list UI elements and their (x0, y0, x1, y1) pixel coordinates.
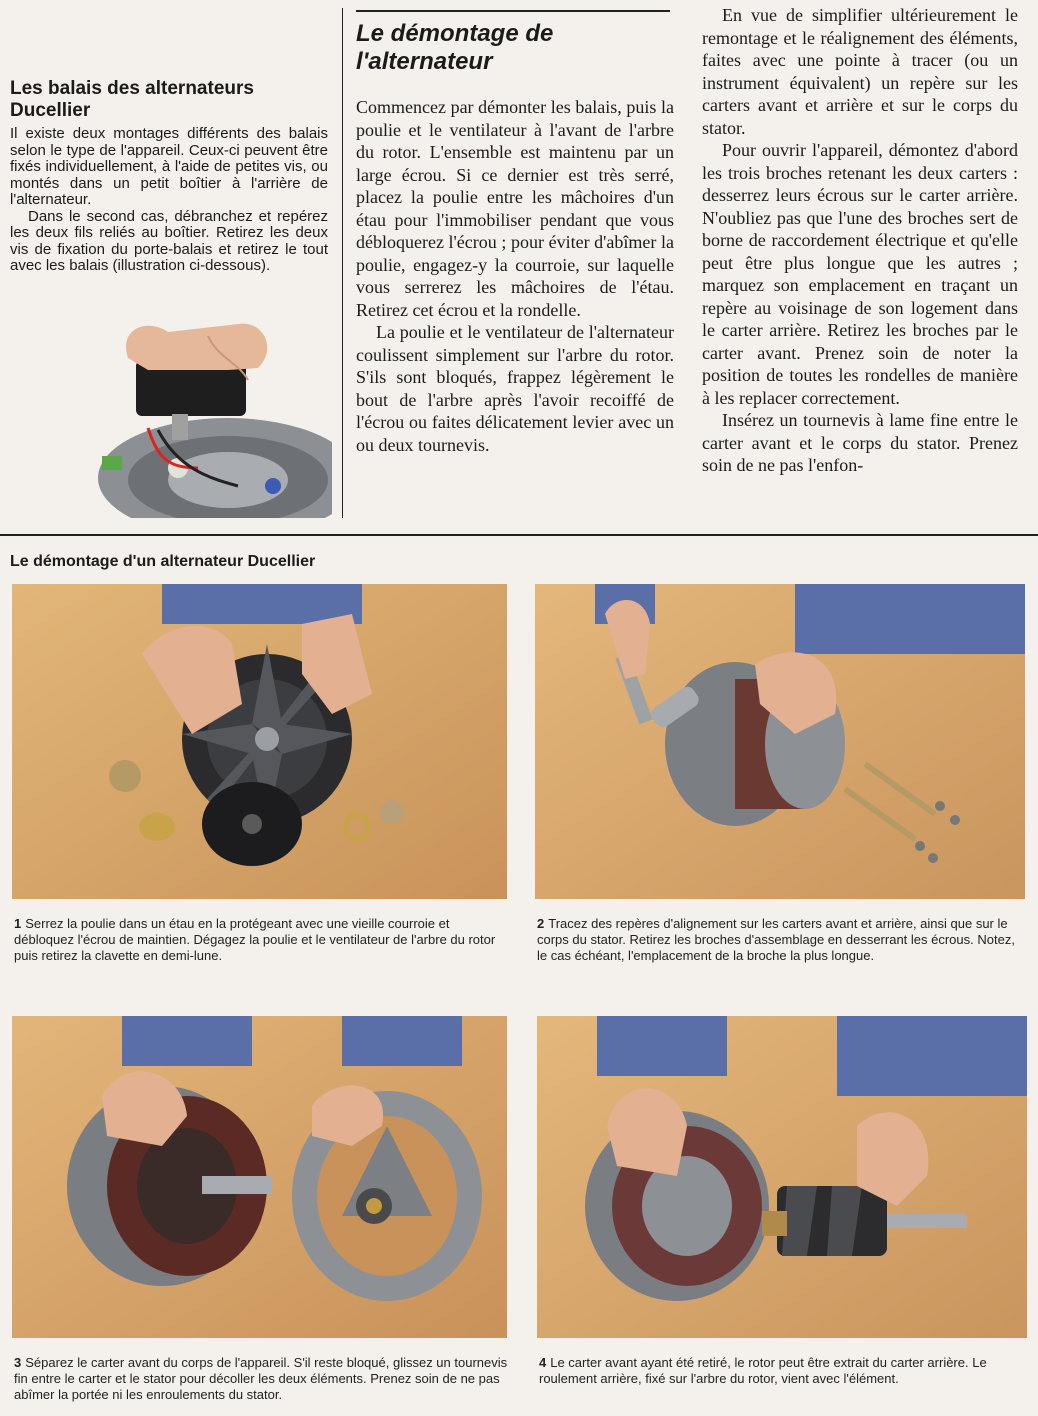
step-4-photo (537, 1016, 1027, 1338)
brush-holder-photo (88, 318, 332, 518)
article-column-1 (356, 96, 674, 456)
step-number: 4 (539, 1355, 547, 1370)
step-3-caption (14, 1355, 509, 1403)
article-paragraph: Insérez un tournevis à lame fine entre le carter avant et le corps du stator. Prenez soin de ne pas l'enfon- (702, 410, 1018, 475)
article-column-2 (702, 4, 1018, 477)
step-2-illustration (535, 584, 1025, 899)
step-4-caption (539, 1355, 1029, 1387)
step-1-caption (14, 916, 509, 964)
sidebar-title: Les balais des alternateurs Ducellier (10, 78, 254, 121)
brush-holder-illustration (88, 318, 332, 518)
section-divider (0, 534, 1038, 536)
step-2-caption (537, 916, 1025, 964)
step-2-photo (535, 584, 1025, 899)
step-4-illustration (537, 1016, 1027, 1338)
article-paragraph: Pour ouvrir l'appareil, démontez d'abord les trois broches retenant les deux carters : desserrez leurs écrous sur le carter arrière. N'oubliez pas que l'une des broches sert de borne de raccordement électrique et qu'elle peut être plus longue que les autres ; marquez son emplacement en traçant un repère au voisinage de son logement dans le carter arrière. Retirez les broches par le carter avant. Prenez soin de noter la position de toutes les rondelles de manière à les replacer correctement. (702, 140, 1018, 408)
step-3-photo (12, 1016, 507, 1338)
step-1-photo (12, 584, 507, 899)
step-number: 3 (14, 1355, 22, 1370)
step-caption-text: Séparez le carter avant du corps de l'appareil. S'il reste bloqué, glissez un tournevis fin entre le carter et le stator pour décoller les deux éléments. Prenez soin de ne pas abîmer la portée ni les enroulements du stator. (14, 1355, 508, 1402)
step-3-illustration (12, 1016, 507, 1338)
step-1-illustration (12, 584, 507, 899)
sidebar-text (10, 126, 328, 275)
article-paragraph: La poulie et le ventilateur de l'alternateur coulissent simplement sur l'arbre du rotor. S'ils sont bloqués, frappez légèrement le bout de l'arbre après l'avoir recoiffé de l'écrou ou faites délicatement levier avec un ou deux tournevis. (356, 322, 674, 455)
step-caption-text: Serrez la poulie dans un étau en la protégeant avec une vieille courroie et débloquez l'écrou de maintien. Dégagez la poulie et le ventilateur de l'arbre du rotor puis retirez la clavette en demi-lune. (14, 916, 496, 963)
step-caption-text: Le carter avant ayant été retiré, le rotor peut être extrait du carter arrière. Le roulement arrière, fixé sur l'arbre du rotor, vient avec l'élément. (539, 1355, 987, 1386)
step-number: 1 (14, 916, 22, 931)
steps-section-title: Le démontage d'un alternateur Ducellier (10, 553, 316, 570)
step-caption-text: Tracez des repères d'alignement sur les carters avant et arrière, ainsi que sur le corps du stator. Retirez les broches d'assemblage en desserrant les écrous. Notez, le cas échéant, l'emplacement de la broche la plus longue. (537, 916, 1015, 963)
article-heading: Le démontage de l'alternateur (356, 20, 554, 75)
heading-rule (356, 10, 670, 12)
step-number: 2 (537, 916, 545, 931)
article-paragraph: Commencez par démonter les balais, puis la poulie et le ventilateur à l'avant de l'arbre du rotor. L'ensemble est maintenu par un large écrou. Si ce dernier est très serré, placez la poulie entre les mâchoires d'un étau pour l'immobiliser pendant que vous débloquerez l'écrou ; pour éviter d'abîmer la poulie, engagez-y la courroie, sur laquelle vous serrerez les mâchoires de l'étau. Retirez cet écrou et la rondelle. (356, 97, 674, 320)
sidebar-paragraph: Dans le second cas, débranchez et repérez les deux fils reliés au boîtier. Retirez les deux vis de fixation du porte-balais et retirez le tout avec les balais (illustration ci-dessous). (10, 207, 328, 274)
article-paragraph: En vue de simplifier ultérieurement le remontage et le réalignement des éléments, faites avec une pointe à tracer (ou un instrument équivalent) un repère sur les carters avant et arrière et sur le corps du stator. (702, 5, 1018, 138)
sidebar-paragraph: Il existe deux montages différents des balais selon le type de l'appareil. Ceux-ci peuvent être fixés individuellement, à l'aide de petites vis, ou montés dans un petit boîtier à l'arrière de l'alternateur. (10, 125, 328, 208)
column-divider (342, 8, 343, 518)
